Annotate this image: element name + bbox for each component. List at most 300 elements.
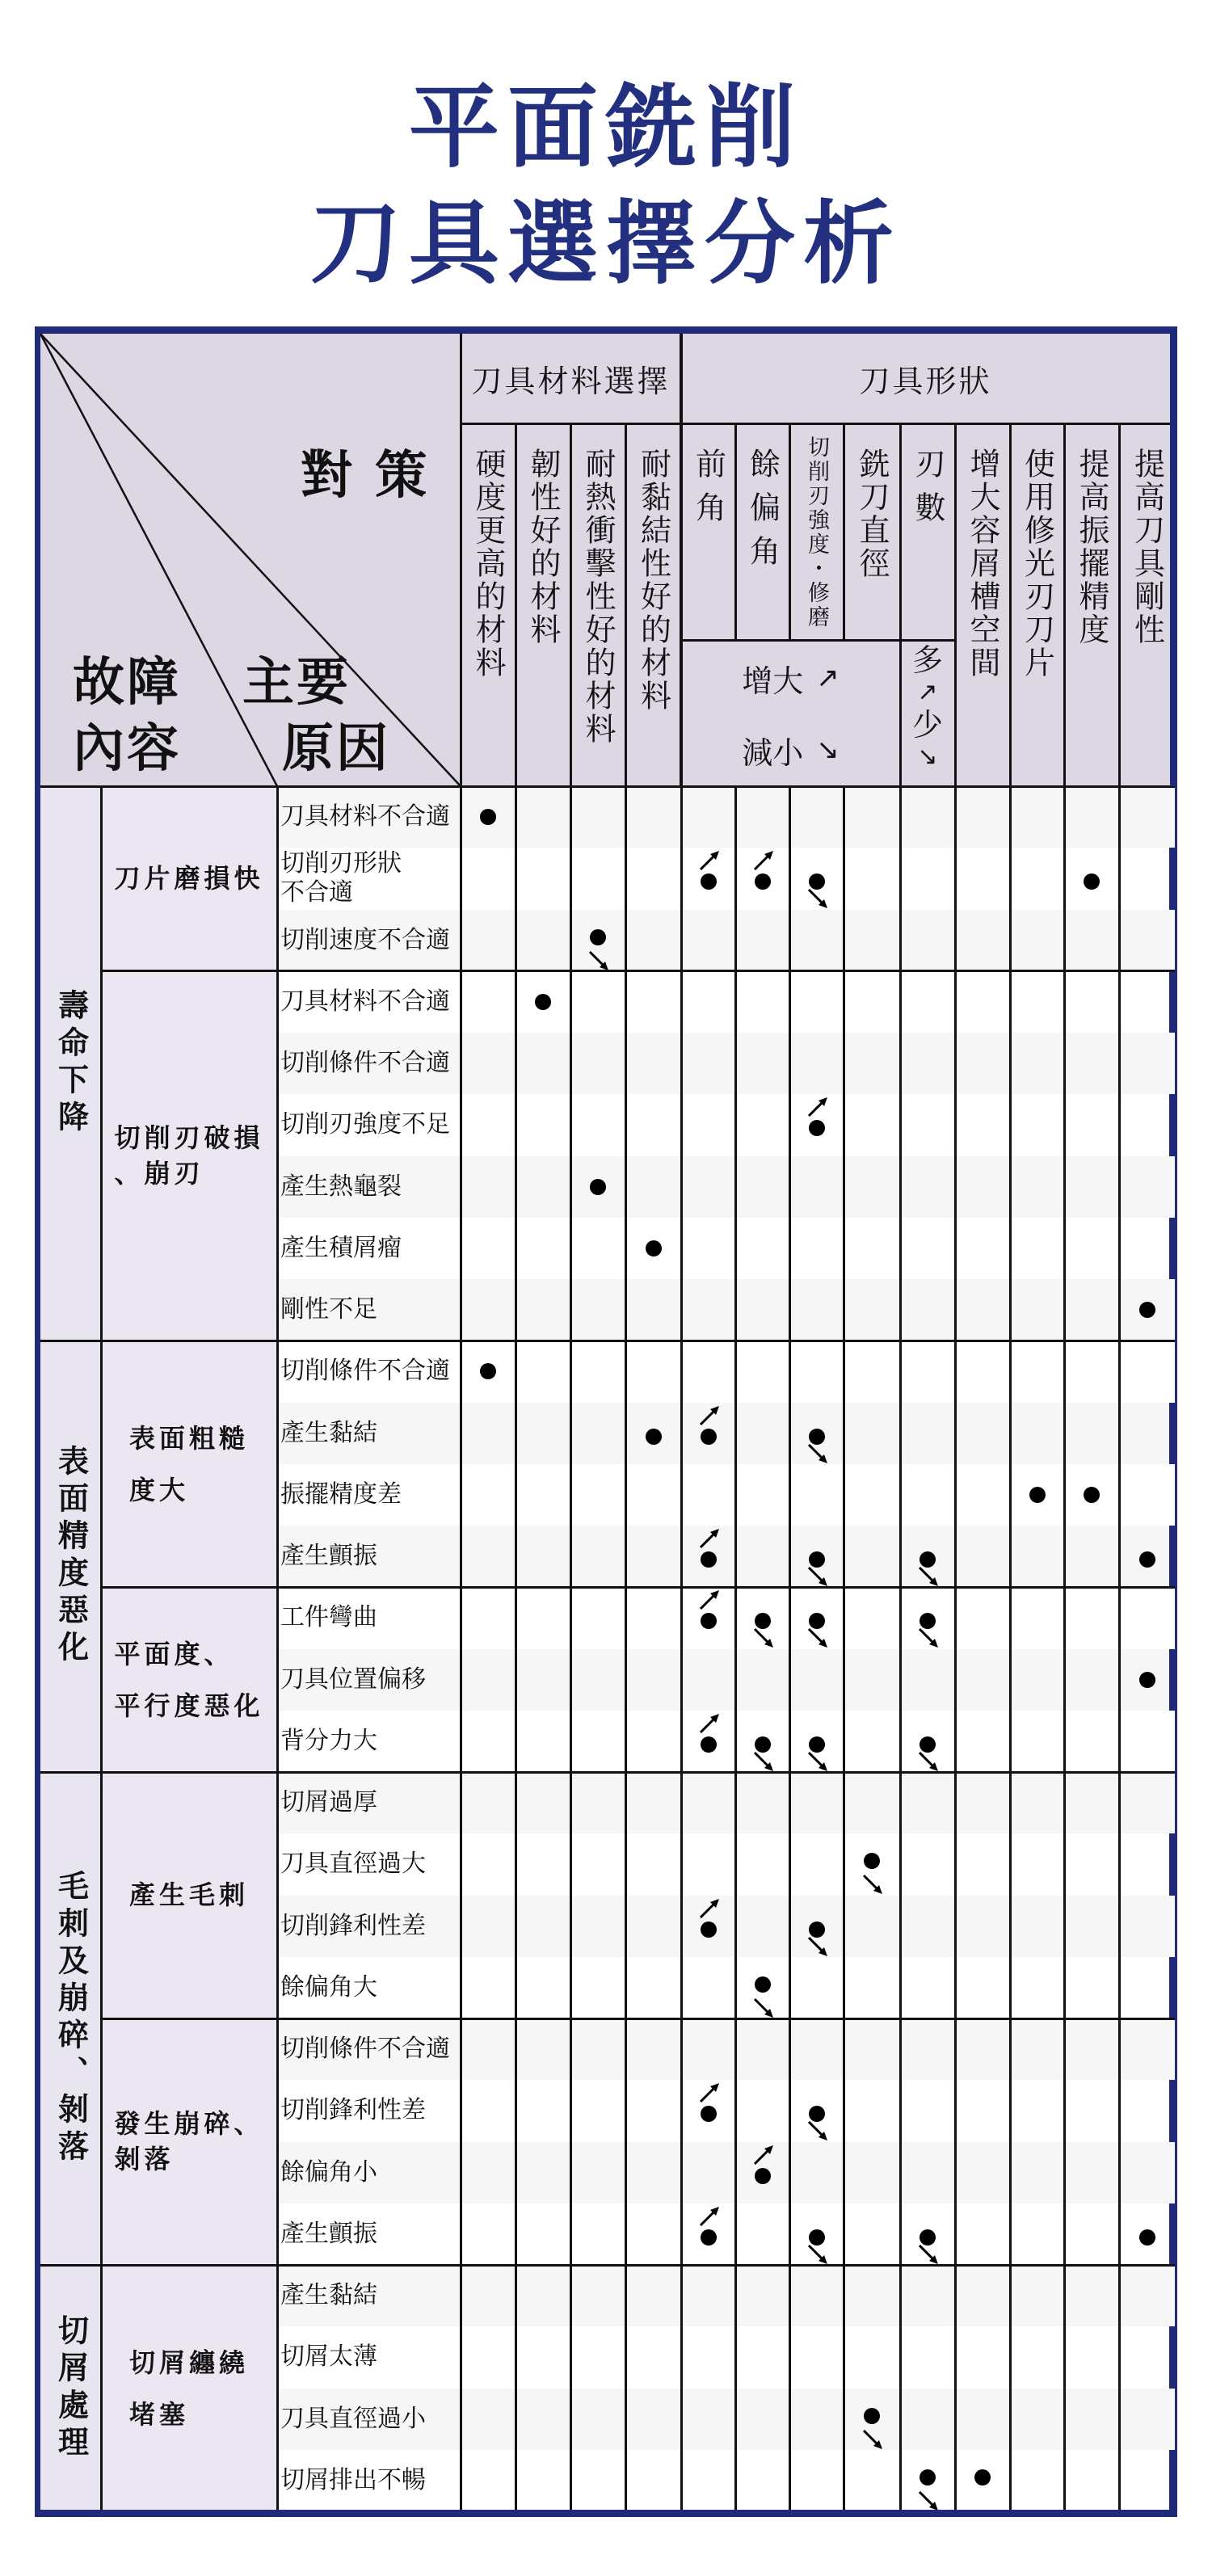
matrix-cell	[735, 1526, 789, 1587]
matrix-cell	[625, 2389, 681, 2450]
table-row	[277, 1833, 1175, 1895]
matrix-cell	[844, 1464, 900, 1526]
table-row	[277, 1464, 1175, 1526]
matrix-cell	[516, 1649, 570, 1711]
matrix-cell	[681, 1464, 735, 1526]
dot-icon	[701, 1429, 717, 1445]
table-row	[277, 1526, 1175, 1587]
dot-icon	[1029, 1487, 1046, 1503]
dot-icon	[809, 1736, 825, 1753]
column-header-6	[735, 423, 789, 640]
matrix-cell	[1064, 2265, 1119, 2326]
dot-icon	[755, 2168, 771, 2184]
cause-label-line: 刀具位置偏移	[280, 1665, 426, 1694]
matrix-cell	[681, 2142, 735, 2203]
table-row	[277, 848, 1175, 909]
matrix-cell	[681, 1403, 735, 1464]
arrow-up-right-icon	[807, 1096, 828, 1118]
arrow-down-right-icon: ↘	[917, 743, 938, 771]
matrix-cell	[625, 2203, 681, 2265]
matrix-cell	[516, 1526, 570, 1587]
matrix-cell	[735, 1649, 789, 1711]
matrix-cell	[789, 1649, 844, 1711]
subcategory-label-text	[129, 2337, 249, 2440]
matrix-cell	[1010, 1587, 1064, 1648]
matrix-cell	[955, 2080, 1010, 2141]
matrix-cell	[461, 1033, 516, 1094]
cause-label-line: 切削條件不合適	[280, 2035, 450, 2064]
arrow-down-right-icon	[807, 888, 828, 909]
cause-label	[280, 2265, 460, 2326]
matrix-cell	[570, 1957, 625, 2018]
cause-label-line: 切屑過厚	[280, 1788, 377, 1817]
cause-heading-line-2: 原因	[282, 719, 390, 779]
matrix-cell	[516, 1711, 570, 1772]
legend-more-label: 多	[911, 642, 943, 678]
subcategory-label-line: 剝落	[114, 2143, 175, 2174]
matrix-cell	[955, 2018, 1010, 2080]
column-header-label: 硬度更高的材料	[470, 448, 506, 680]
cause-label-line: 產生顫振	[280, 2219, 377, 2248]
cause-label-line: 餘偏角小	[280, 2157, 377, 2187]
matrix-cell	[461, 1649, 516, 1711]
matrix-cell	[625, 2080, 681, 2141]
cause-label	[280, 2018, 460, 2080]
matrix-cell	[1010, 1033, 1064, 1094]
matrix-cell	[844, 1218, 900, 1279]
matrix-cell	[789, 2326, 844, 2388]
category-label-text: 毛刺及崩碎、剝落	[53, 1870, 89, 2167]
arrow-down-right-icon	[807, 1751, 828, 1772]
matrix-cell	[516, 910, 570, 971]
matrix-cell	[1064, 1464, 1119, 1526]
matrix-cell	[1119, 971, 1175, 1033]
matrix-cell	[625, 2265, 681, 2326]
arrow-down-right-icon	[588, 950, 609, 971]
matrix-cell	[900, 1033, 955, 1094]
matrix-cell	[735, 2080, 789, 2141]
matrix-cell	[516, 2080, 570, 2141]
column-header-5	[681, 423, 735, 640]
matrix-cell	[735, 1279, 789, 1341]
matrix-cell	[570, 1896, 625, 1957]
column-header-13	[1119, 423, 1175, 786]
dot-icon	[809, 2229, 825, 2246]
matrix-cell	[955, 848, 1010, 909]
matrix-cell	[570, 971, 625, 1033]
table-row	[277, 786, 1175, 848]
matrix-cell	[955, 786, 1010, 848]
arrow-up-right-icon	[699, 1528, 720, 1549]
cause-label-line: 切屑太薄	[280, 2342, 377, 2372]
matrix-cell	[900, 1341, 955, 1402]
subcategory-label-text	[129, 1412, 249, 1516]
matrix-cell	[461, 1094, 516, 1155]
matrix-cell	[516, 1094, 570, 1155]
arrow-up-right-icon	[699, 850, 720, 871]
matrix-cell	[1119, 2265, 1175, 2326]
cause-label	[280, 1587, 460, 1648]
dot-icon	[480, 809, 496, 825]
cause-label-line: 不合適	[280, 878, 353, 907]
matrix-cell	[461, 1896, 516, 1957]
matrix-cell	[461, 2450, 516, 2511]
dot-icon	[920, 2469, 936, 2486]
matrix-cell	[625, 1403, 681, 1464]
matrix-cell	[1119, 2203, 1175, 2265]
matrix-cell	[1119, 1896, 1175, 1957]
matrix-cell	[1064, 2142, 1119, 2203]
cause-label	[280, 971, 460, 1033]
matrix-cell	[570, 2203, 625, 2265]
category-label-text: 壽命下降	[53, 989, 89, 1139]
grid-line-vertical	[789, 786, 791, 2511]
matrix-cell	[1119, 786, 1175, 848]
matrix-cell	[1064, 1711, 1119, 1772]
matrix-cell	[900, 1464, 955, 1526]
matrix-cell	[735, 2389, 789, 2450]
matrix-cell	[516, 1833, 570, 1895]
table-row	[277, 1279, 1175, 1341]
matrix-cell	[844, 1649, 900, 1711]
cause-label-line: 切削鋒利性差	[280, 1911, 426, 1940]
arrow-up-right-icon	[699, 2082, 720, 2103]
matrix-cell	[1064, 2080, 1119, 2141]
table-row	[277, 1896, 1175, 1957]
matrix-cell	[735, 1957, 789, 2018]
dot-icon	[1139, 1672, 1155, 1688]
cause-label-line: 剛性不足	[280, 1295, 377, 1324]
cause-label-line: 產生熱龜裂	[280, 1172, 402, 1201]
table-row	[277, 1587, 1175, 1648]
matrix-cell	[789, 1896, 844, 1957]
column-header-10	[955, 423, 1010, 786]
matrix-cell	[955, 1587, 1010, 1648]
table-row	[277, 1156, 1175, 1218]
table-row	[277, 1341, 1175, 1402]
subcategory-label-line: 堵塞	[128, 2398, 189, 2430]
matrix-cell	[570, 2326, 625, 2388]
dot-icon	[646, 1240, 662, 1256]
matrix-cell	[625, 1833, 681, 1895]
matrix-cell	[570, 1094, 625, 1155]
matrix-cell	[955, 1341, 1010, 1402]
subcategory-label-text	[114, 1121, 263, 1190]
dot-icon	[535, 994, 551, 1010]
cause-label	[280, 2450, 460, 2511]
column-header-label: 餘偏角	[744, 448, 781, 579]
subcategory-label-line: 切屑纏繞	[128, 2347, 249, 2378]
cause-label-line: 背分力大	[280, 1726, 377, 1755]
matrix-cell	[789, 1833, 844, 1895]
matrix-cell	[461, 2018, 516, 2080]
matrix-cell	[844, 848, 900, 909]
matrix-cell	[516, 1033, 570, 1094]
matrix-cell	[1119, 2450, 1175, 2511]
matrix-cell	[844, 2080, 900, 2141]
cause-label-line: 切屑排出不暢	[280, 2465, 426, 2494]
matrix-cell	[789, 2450, 844, 2511]
matrix-cell	[516, 1772, 570, 1833]
matrix-cell	[955, 910, 1010, 971]
arrow-up-right-icon: ↗	[816, 662, 840, 694]
matrix-cell	[516, 2450, 570, 2511]
cause-label-line: 刀具直徑過大	[280, 1850, 426, 1879]
matrix-cell	[735, 1156, 789, 1218]
dot-icon	[809, 1120, 825, 1136]
matrix-cell	[681, 1279, 735, 1341]
matrix-cell	[461, 2203, 516, 2265]
matrix-cell	[900, 786, 955, 848]
dot-icon	[701, 1921, 717, 1938]
matrix-cell	[516, 1218, 570, 1279]
matrix-cell	[735, 1094, 789, 1155]
arrow-down-right-icon	[753, 1627, 774, 1648]
matrix-cell	[735, 2326, 789, 2388]
matrix-cell	[900, 2203, 955, 2265]
matrix-cell	[461, 1772, 516, 1833]
subcategory-label	[101, 971, 277, 1341]
dot-icon	[590, 1179, 606, 1195]
matrix-cell	[1010, 1896, 1064, 1957]
column-header-9	[900, 423, 955, 640]
matrix-cell	[735, 910, 789, 971]
arrow-up-right-icon	[753, 850, 774, 871]
matrix-cell	[1010, 2203, 1064, 2265]
matrix-cell	[516, 1896, 570, 1957]
matrix-cell	[789, 848, 844, 909]
matrix-cell	[1064, 2326, 1119, 2388]
matrix-cell	[844, 1896, 900, 1957]
matrix-cell	[955, 1033, 1010, 1094]
matrix-cell	[789, 1526, 844, 1587]
matrix-cell	[844, 971, 900, 1033]
matrix-cell	[681, 1341, 735, 1402]
matrix-cell	[955, 2450, 1010, 2511]
matrix-cell	[681, 2203, 735, 2265]
countermeasure-heading: 對 策	[301, 446, 430, 506]
category-label-text: 切屑處理	[53, 2313, 89, 2463]
arrow-up-right-icon	[699, 1898, 720, 1919]
matrix-cell	[789, 2389, 844, 2450]
cause-label	[280, 1094, 460, 1155]
matrix-cell	[844, 2389, 900, 2450]
matrix-cell	[735, 1833, 789, 1895]
dot-icon	[755, 1736, 771, 1753]
subcategory-label-line: 產生毛刺	[128, 1879, 249, 1910]
matrix-cell	[570, 1464, 625, 1526]
legend-less-label: 少	[911, 707, 943, 743]
subcategory-label	[101, 1341, 277, 1587]
cause-label	[280, 2203, 460, 2265]
group-header-tool-material: 刀具材料選擇	[471, 364, 671, 399]
matrix-cell	[625, 2142, 681, 2203]
arrow-up-right-icon	[753, 2145, 774, 2166]
matrix-cell	[844, 2326, 900, 2388]
matrix-cell	[1119, 1833, 1175, 1895]
matrix-cell	[461, 1587, 516, 1648]
matrix-cell	[735, 2203, 789, 2265]
subcategory-label-text	[114, 1628, 263, 1732]
matrix-cell	[900, 1526, 955, 1587]
dot-icon	[701, 1613, 717, 1629]
category-label	[40, 1772, 101, 2265]
matrix-cell	[1119, 1464, 1175, 1526]
matrix-cell	[681, 1649, 735, 1711]
subcategory-label	[101, 1587, 277, 1772]
matrix-cell	[461, 2326, 516, 2388]
cause-label	[280, 1464, 460, 1526]
subcategory-label-line: 平面度、	[114, 1638, 234, 1669]
matrix-cell	[625, 1464, 681, 1526]
matrix-cell	[1010, 1957, 1064, 2018]
dot-icon	[920, 1736, 936, 1753]
arrow-down-right-icon	[807, 2120, 828, 2141]
arrow-down-right-icon	[807, 2244, 828, 2265]
matrix-cell	[625, 1772, 681, 1833]
legend-increase-label: 增大	[742, 663, 804, 699]
legend-decrease-label: 減小	[742, 734, 804, 771]
arrow-down-right-icon	[753, 1997, 774, 2018]
matrix-cell	[789, 971, 844, 1033]
matrix-cell	[735, 1341, 789, 1402]
matrix-cell	[1064, 1218, 1119, 1279]
group-header-tool-shape: 刀具形狀	[859, 364, 992, 399]
cause-label	[280, 1526, 460, 1587]
matrix-cell	[681, 1526, 735, 1587]
matrix-cell	[1010, 2142, 1064, 2203]
matrix-cell	[900, 1156, 955, 1218]
matrix-cell	[1064, 2203, 1119, 2265]
matrix-cell	[681, 1156, 735, 1218]
matrix-cell	[681, 1957, 735, 2018]
cause-label	[280, 1341, 460, 1402]
arrow-down-right-icon: ↘	[816, 734, 840, 766]
fault-heading-line-1: 故障	[73, 653, 181, 713]
matrix-cell	[1064, 1403, 1119, 1464]
matrix-cell	[955, 2326, 1010, 2388]
matrix-cell	[1010, 2326, 1064, 2388]
matrix-cell	[625, 1341, 681, 1402]
cause-label-line: 切削速度不合適	[280, 925, 450, 954]
subcategory-label	[101, 2018, 277, 2265]
dot-icon	[809, 2106, 825, 2122]
arrow-down-right-icon	[807, 1566, 828, 1587]
matrix-cell	[1010, 2265, 1064, 2326]
matrix-cell	[955, 2142, 1010, 2203]
matrix-cell	[625, 1033, 681, 1094]
matrix-cell	[1064, 1957, 1119, 2018]
matrix-cell	[1119, 2142, 1175, 2203]
arrow-up-right-icon	[699, 1405, 720, 1426]
matrix-cell	[844, 1833, 900, 1895]
arrow-down-right-icon	[918, 2490, 939, 2511]
cause-label	[280, 1772, 460, 1833]
matrix-cell	[844, 1957, 900, 2018]
matrix-cell	[461, 971, 516, 1033]
matrix-cell	[570, 786, 625, 848]
matrix-cell	[789, 2018, 844, 2080]
matrix-cell	[900, 1833, 955, 1895]
matrix-cell	[1119, 1957, 1175, 2018]
arrow-down-right-icon	[918, 1627, 939, 1648]
matrix-cell	[1064, 1526, 1119, 1587]
matrix-cell	[1119, 1156, 1175, 1218]
matrix-cell	[516, 1464, 570, 1526]
matrix-cell	[516, 2203, 570, 2265]
cause-label	[280, 1156, 460, 1218]
matrix-cell	[1119, 1403, 1175, 1464]
matrix-cell	[1010, 1772, 1064, 1833]
matrix-cell	[516, 1279, 570, 1341]
column-header-label: 提高刀具剛性	[1129, 448, 1165, 646]
matrix-cell	[570, 1279, 625, 1341]
matrix-cell	[955, 1279, 1010, 1341]
matrix-cell	[1064, 786, 1119, 848]
matrix-cell	[681, 971, 735, 1033]
matrix-cell	[900, 848, 955, 909]
table-row	[277, 1094, 1175, 1155]
matrix-cell	[1064, 910, 1119, 971]
matrix-cell	[735, 1033, 789, 1094]
dot-icon	[920, 1613, 936, 1629]
matrix-cell	[461, 848, 516, 909]
matrix-cell	[516, 1403, 570, 1464]
matrix-cell	[461, 2265, 516, 2326]
matrix-cell	[1010, 1711, 1064, 1772]
cause-label-line: 切削條件不合適	[280, 1049, 450, 1078]
matrix-cell	[844, 1033, 900, 1094]
category-label	[40, 1341, 101, 1772]
matrix-cell	[1010, 1464, 1064, 1526]
cause-label-line: 工件彎曲	[280, 1603, 377, 1632]
matrix-cell	[789, 1341, 844, 1402]
table-row	[277, 2018, 1175, 2080]
arrow-up-right-icon	[699, 2206, 720, 2227]
matrix-cell	[1119, 848, 1175, 909]
dot-icon	[1139, 1551, 1155, 1568]
matrix-cell	[625, 1896, 681, 1957]
cause-label	[280, 786, 460, 848]
matrix-cell	[900, 1711, 955, 1772]
matrix-cell	[461, 1403, 516, 1464]
arrow-up-right-icon	[699, 1713, 720, 1734]
cause-label	[280, 1711, 460, 1772]
dot-icon	[701, 1551, 717, 1568]
table-row	[277, 2142, 1175, 2203]
matrix-cell	[625, 1649, 681, 1711]
matrix-cell	[900, 910, 955, 971]
table-row	[277, 1403, 1175, 1464]
matrix-cell	[570, 2142, 625, 2203]
matrix-cell	[461, 1218, 516, 1279]
corner-diagonal-lines	[40, 334, 461, 786]
matrix-cell	[681, 2018, 735, 2080]
matrix-cell	[735, 1711, 789, 1772]
matrix-cell	[1119, 2326, 1175, 2388]
table-row	[277, 2203, 1175, 2265]
matrix-cell	[735, 848, 789, 909]
matrix-cell	[844, 1156, 900, 1218]
matrix-cell	[570, 1341, 625, 1402]
page-title-line-2: 刀具選擇分析	[310, 192, 902, 297]
matrix-cell	[625, 1957, 681, 2018]
matrix-cell	[461, 2142, 516, 2203]
matrix-cell	[570, 1711, 625, 1772]
matrix-cell	[844, 1279, 900, 1341]
arrow-down-right-icon	[918, 1751, 939, 1772]
matrix-cell	[1010, 2450, 1064, 2511]
